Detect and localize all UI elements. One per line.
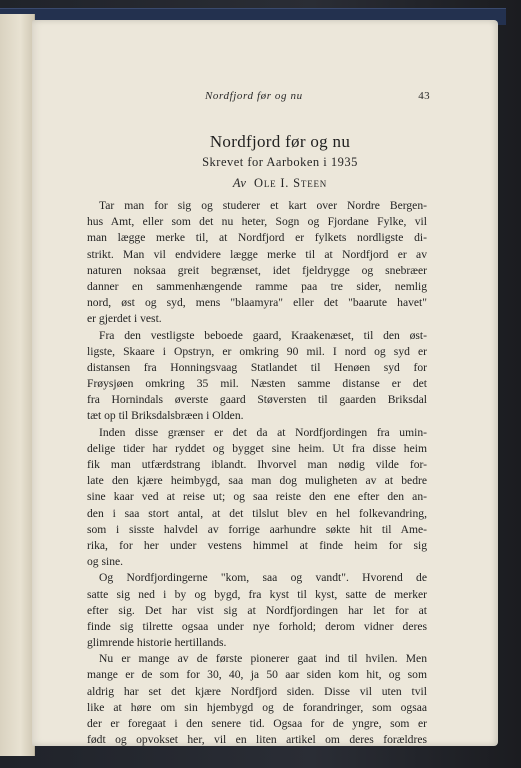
text-line: ligste, Skaare i Opstryn, er omkring 90 mil. I nord og syd er	[87, 344, 427, 358]
text-line: fra Hornindals øverste gaard Støversten til gaarden Briksdal	[87, 393, 427, 407]
text-line: Inden disse grænser er det da at Nordfjordingen fra umin-	[99, 425, 427, 439]
byline-prefix: Av	[232, 176, 247, 190]
text-line: der er foregaat i den senere tid. Ogsaa for de yngre, som er	[87, 717, 427, 730]
text-line: Fra den vestligste beboede gaard, Kraakenæset, til den øst-	[99, 328, 427, 342]
text-line: og sine.	[87, 555, 124, 569]
text-line: tæt op til Briksdalsbræen i Olden.	[87, 409, 244, 423]
article-subtitle: Skrevet for Aarboken i 1935	[202, 155, 358, 169]
text-line: fik man utfærdstrang iblandt. Ihvorvel man nødig vilde for-	[87, 458, 427, 471]
article-byline	[100, 176, 460, 191]
running-title: Nordfjord før og nu	[205, 90, 303, 102]
text-line: Tar man for sig og studerer et kart over Nordre Bergen-	[99, 199, 427, 212]
text-line: distansen fra Honningsvaag Statlandet til Henøen syd for	[87, 360, 427, 374]
text-line: nord, øst og syd, mens "blaamyra" eller det "baarute havet"	[87, 296, 427, 310]
running-header	[205, 90, 430, 106]
text-line: late den kjære heimbygd, saa man dog muligheten av at bedre	[87, 474, 427, 488]
text-line: like at høre om sin hjembygd og de forandringer, som ogsaa	[87, 700, 427, 714]
text-line: rika, for her under vestens himmel at finde heim for sig	[87, 538, 427, 552]
text-line: finde sig tilrette ogsaa under nye forhold; derom vidner deres	[87, 619, 427, 633]
text-line: er gjerdet i vest.	[87, 312, 162, 326]
text-line: efter sig. Det har vist sig at Nordfjordingen har let for at	[87, 603, 427, 617]
author-name: Ole I. Steen	[254, 176, 328, 190]
text-line: naturen noksaa greit begrænset, idet fjeldrygge og snebræer	[87, 263, 427, 277]
text-line: som i sisste halvdel av forrige aarhundre søkte hit til Ame-	[87, 522, 427, 536]
text-line: mange er de som for 30, 40, ja 50 aar siden kom hit, og som	[87, 668, 427, 682]
text-line: Og Nordfjordingerne "kom, saa og vandt". Hvorend de	[99, 571, 427, 585]
text-line: aldrig har set det kjære Nordfjord siden. Disse vil uten tvil	[87, 684, 427, 698]
article-body	[87, 198, 427, 748]
text-line: strikt. Man vil endvidere lægge merke til at Nordfjord er av	[87, 247, 427, 261]
text-line: man lægge merke til, at Nordfjord er fylkets nordligste di-	[87, 231, 427, 245]
text-line: satte sig ned i by og bygd, fra kyst til kyst, satte de merker	[87, 587, 427, 601]
article-title: Nordfjord før og nu	[209, 132, 351, 151]
text-line: den i saa stort antal, at det tilslut blev en hel folkevandring,	[87, 506, 427, 520]
text-line: glimrende historie hertillands.	[87, 636, 227, 650]
text-line: Nu er mange av de første pionerer gaat ind til hvilen. Men	[99, 652, 427, 666]
text-line: født og opvokset her, vil en liten artikel om deres forældres	[87, 733, 427, 747]
text-line: sine kaar ved at reise ut; og saa reiste den ene efter den an-	[87, 490, 427, 504]
text-line: delige tider har ryddet og bygget sine heim. Ut fra disse heim	[87, 441, 427, 455]
facing-page-edge	[0, 14, 35, 756]
text-line: hus Amt, eller som det nu heter, Sogn og Fjordane Fylke, vil	[87, 215, 427, 229]
page-number: 43	[418, 90, 430, 102]
text-line: Frøysjøen omkring 35 mil. Næsten samme distanse er det	[87, 377, 427, 391]
text-line: danner en sammenhængende ramme paa tre sider, nemlig	[87, 279, 427, 293]
